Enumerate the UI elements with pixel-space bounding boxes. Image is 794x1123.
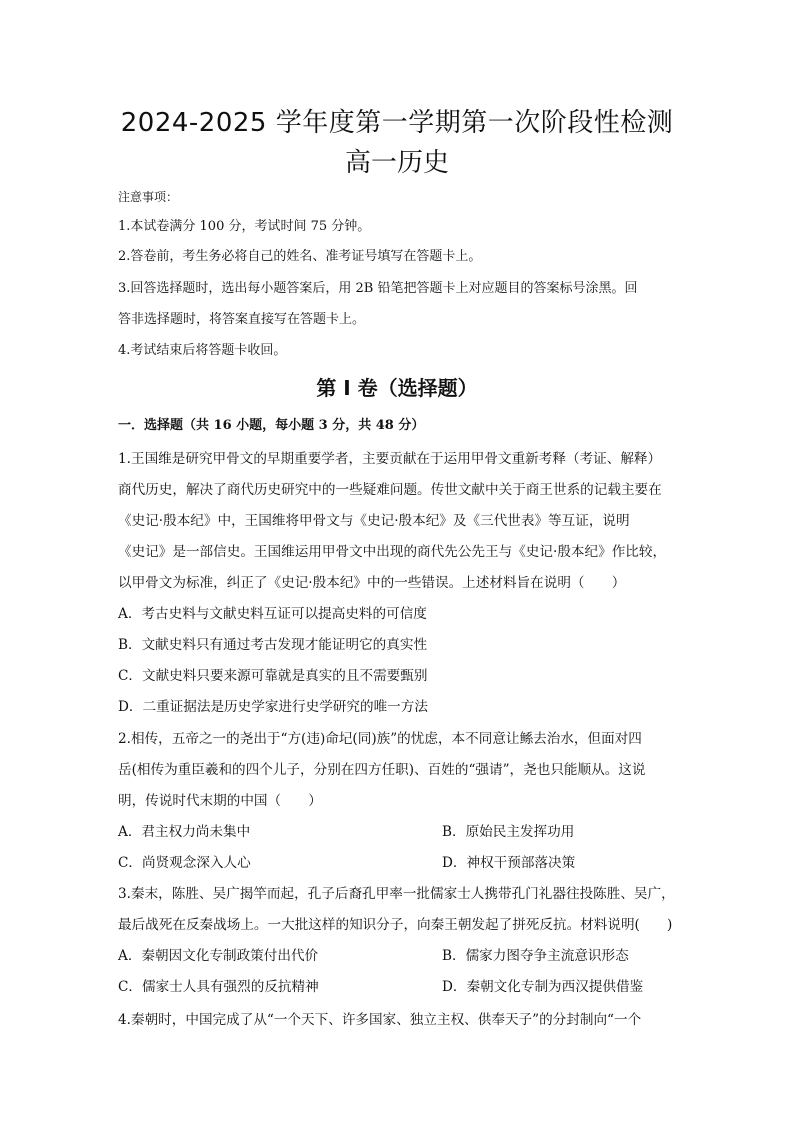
question-1-text: 商代历史，解决了商代历史研究中的一些疑难问题。传世文献中关于商王世系的记载主要在 bbox=[118, 482, 662, 498]
question-1-option-a: A．考古史料与文献史料互证可以提高史料的可信度 bbox=[118, 606, 427, 622]
notice-item: 1.本试卷满分 100 分，考试时间 75 分钟。 bbox=[118, 219, 371, 234]
question-3-option-b: B．儒家力图夺争主流意识形态 bbox=[442, 948, 629, 964]
question-3-text: 3.秦末，陈胜、吴广揭竿而起，孔子后裔孔甲率一批儒家士人携带孔门礼器往投陈胜、吴广， bbox=[118, 886, 675, 902]
question-1-option-d: D．二重证据法是历史学家进行史学研究的唯一方法 bbox=[118, 699, 428, 715]
question-2-option-b: B．原始民主发挥功用 bbox=[442, 824, 575, 840]
notice-item: 3.回答选择题时，选出每小题答案后，用 2B 铅笔把答题卡上对应题目的答案标号涂黑。回 bbox=[118, 281, 638, 296]
question-1-option-c: C．文献史料只要来源可靠就是真实的且不需要甄别 bbox=[118, 668, 428, 684]
notice-item: 答非选择题时，将答案直接写在答题卡上。 bbox=[118, 312, 366, 327]
question-2-text: 明，传说时代末期的中国（ ） bbox=[118, 793, 322, 809]
question-3-option-d: D．秦朝文化专制为西汉提供借鉴 bbox=[442, 979, 644, 995]
question-3-option-c: C．儒家士人具有强烈的反抗精神 bbox=[118, 979, 319, 995]
question-3-text: 最后战死在反秦战场上。一大批这样的知识分子，向秦王朝发起了拼死反抗。材料说明( ) bbox=[118, 917, 673, 933]
section-title: 第 I 卷（选择题） bbox=[316, 376, 478, 400]
question-1-option-b: B．文献史料只有通过考古发现才能证明它的真实性 bbox=[118, 637, 428, 653]
question-1-text: 《史记》是一部信史。王国维运用甲骨文中出现的商代先公先王与《史记·殷本纪》作比较， bbox=[118, 544, 667, 560]
notice-heading: 注意事项： bbox=[118, 190, 179, 204]
notice-item: 4.考试结束后将答题卡收回。 bbox=[118, 343, 287, 358]
question-4-text: 4.秦朝时，中国完成了从“一个天下、许多国家、独立主权、供奉天子”的分封制向“一个 bbox=[118, 1012, 642, 1028]
question-1-text: 以甲骨文为标准，纠正了《史记·殷本纪》中的一些错误。上述材料旨在说明（ ） bbox=[118, 575, 626, 591]
question-1-text: 1.王国维是研究甲骨文的早期重要学者，主要贡献在于运用甲骨文重新考释（考证、解释） bbox=[118, 451, 662, 467]
part-heading: 一．选择题（共 16 小题，每小题 3 分，共 48 分） bbox=[118, 418, 425, 433]
question-2-option-d: D．神权干预部落决策 bbox=[442, 855, 576, 871]
question-2-option-c: C．尚贤观念深入人心 bbox=[118, 855, 251, 871]
notice-item: 2.答卷前，考生务必将自己的姓名、准考证号填写在答题卡上。 bbox=[118, 249, 482, 264]
question-2-option-a: A．君主权力尚未集中 bbox=[118, 824, 251, 840]
question-2-text: 岳(相传为重臣羲和的四个儿子，分别在四方任职)、百姓的“强请”，尧也只能顺从。这说 bbox=[118, 762, 646, 778]
question-1-text: 《史记·殷本纪》中，王国维将甲骨文与《史记·殷本纪》及《三代世表》等互证，说明 bbox=[118, 513, 630, 529]
exam-subject: 高一历史 bbox=[344, 148, 449, 178]
question-3-option-a: A．秦朝因文化专制政策付出代价 bbox=[118, 948, 319, 964]
exam-title: 2024-2025 学年度第一学期第一次阶段性检测 bbox=[120, 108, 674, 138]
question-2-text: 2.相传，五帝之一的尧出于“方(违)命圮(同)族”的忧虑，本不同意让鲧去治水，但面对四 bbox=[118, 731, 642, 747]
